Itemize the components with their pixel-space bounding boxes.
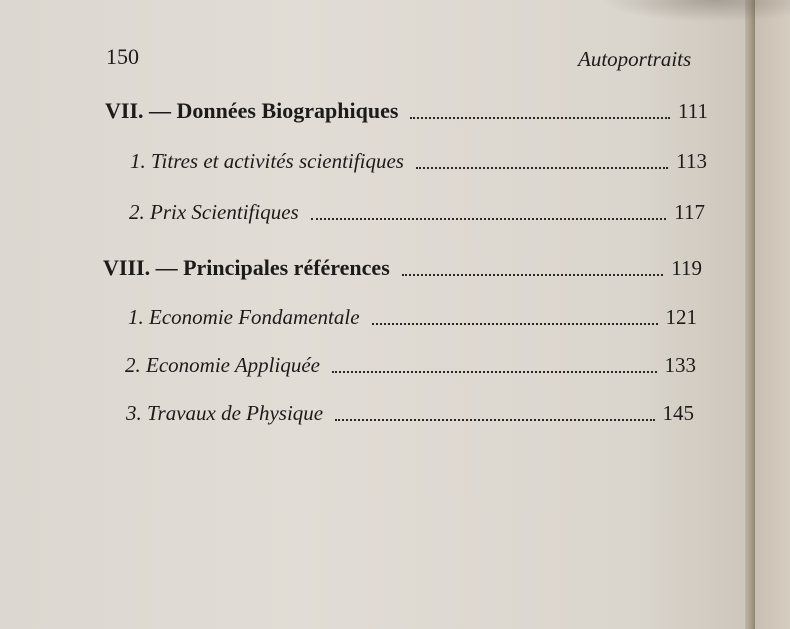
- toc-label: 2. Prix Scientifiques: [129, 200, 299, 224]
- toc-label: 1. Economie Fondamentale: [128, 305, 360, 329]
- toc-label: 1. Titres et activités scientifiques: [130, 149, 404, 173]
- running-title: Autoportraits: [578, 47, 692, 71]
- dot-leader: [402, 274, 664, 276]
- toc-page-number: 121: [665, 305, 697, 329]
- page-number: 150: [106, 44, 139, 69]
- toc-label: VIII. — Principales références: [103, 255, 390, 280]
- toc-section-entry: [105, 98, 708, 124]
- dot-leader: [311, 218, 667, 220]
- toc-label: VII. — Données Biographiques: [105, 98, 399, 123]
- dot-leader: [332, 371, 657, 373]
- toc-page-number: 119: [671, 256, 702, 280]
- toc-page-number: 113: [676, 149, 707, 173]
- toc-item-entry: [130, 149, 707, 174]
- toc-label: 2. Economie Appliquée: [125, 353, 320, 377]
- toc-page-number: 133: [664, 353, 696, 377]
- dot-leader: [372, 323, 658, 325]
- toc-item-entry: [128, 305, 697, 330]
- dot-leader: [416, 167, 668, 169]
- page-edge: [745, 0, 755, 629]
- dot-leader: [410, 117, 670, 119]
- dot-leader: [335, 419, 654, 421]
- toc-item-entry: [129, 200, 705, 225]
- toc-section-entry: [103, 255, 702, 281]
- toc-page-number: 117: [674, 200, 705, 224]
- toc-label: 3. Travaux de Physique: [126, 401, 324, 425]
- toc-page-number: 111: [678, 99, 708, 123]
- toc-item-entry: [125, 353, 696, 378]
- adjacent-page-strip: [755, 0, 790, 629]
- toc-item-entry: [126, 401, 694, 426]
- corner-shadow: [600, 0, 790, 22]
- toc-page-number: 145: [662, 401, 694, 425]
